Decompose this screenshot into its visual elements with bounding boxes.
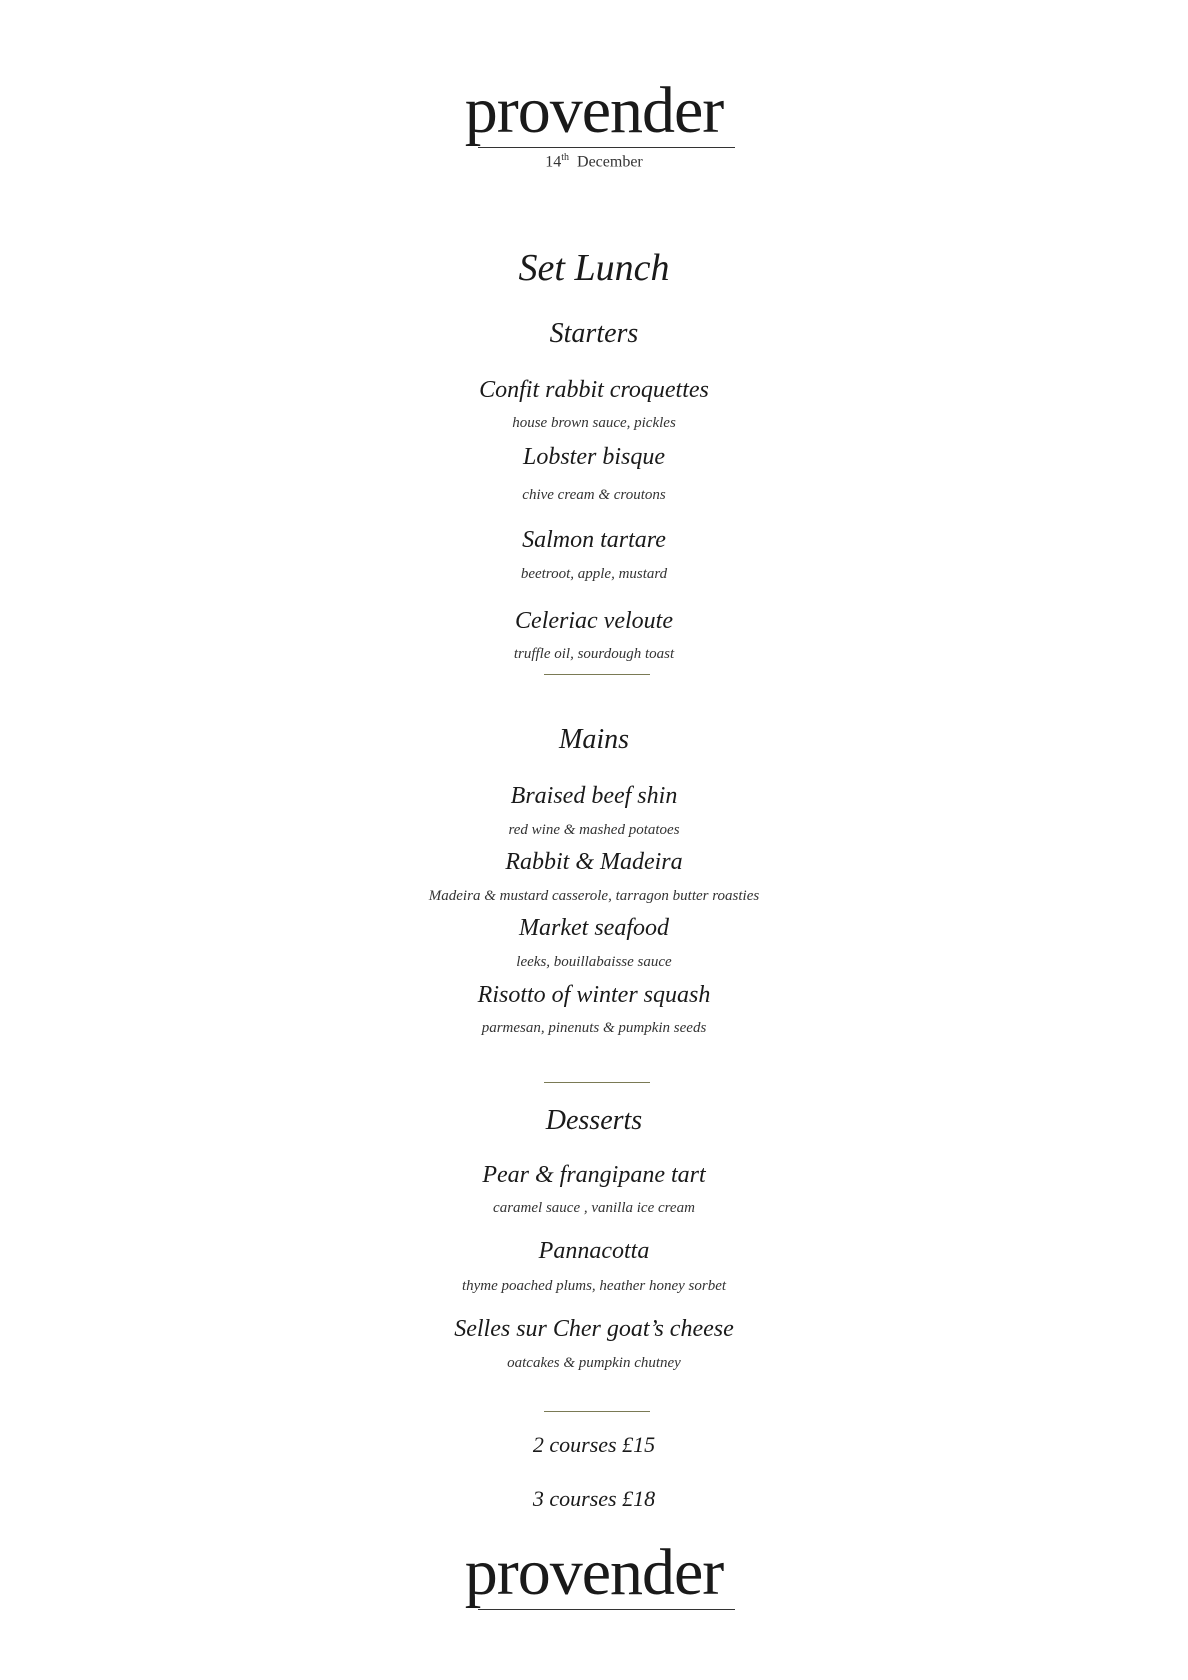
dish-name: Pannacotta: [538, 1238, 650, 1264]
dish-description: Madeira & mustard casserole, tarragon butter roasties: [428, 888, 760, 904]
dish-description: parmesan, pinenuts & pumpkin seeds: [481, 1020, 707, 1036]
date-month: December: [577, 153, 643, 171]
dish-name: Rabbit & Madeira: [505, 849, 683, 875]
section-title-mains: Mains: [559, 724, 629, 755]
dish-name: Confit rabbit croquettes: [479, 377, 709, 403]
section-title-starters: Starters: [549, 318, 639, 349]
dish-description: thyme poached plums, heather honey sorbet: [461, 1278, 727, 1294]
dish-description: oatcakes & pumpkin chutney: [507, 1355, 681, 1371]
dish-description: chive cream & croutons: [522, 487, 666, 503]
price-two-courses: 2 courses £15: [532, 1432, 656, 1457]
price-three-courses: 3 courses £18: [532, 1486, 656, 1511]
date-day: 14: [545, 153, 562, 171]
dish-description: red wine & mashed potatoes: [508, 822, 680, 838]
dish-name: Market seafood: [519, 915, 669, 941]
section-title-desserts: Desserts: [545, 1105, 643, 1136]
dish-name: Braised beef shin: [510, 783, 678, 809]
dish-name: Lobster bisque: [522, 444, 665, 470]
header-logo-rule: [478, 147, 735, 148]
date-suffix: th: [561, 152, 570, 163]
section-divider: [544, 1082, 650, 1083]
footer-logo-rule: [478, 1609, 735, 1610]
menu-date: [0, 152, 1188, 171]
section-divider: [544, 674, 650, 675]
footer-logo: provender: [464, 1536, 724, 1609]
dish-name: Celeriac veloute: [515, 608, 673, 634]
header-logo: provender: [464, 74, 724, 147]
dish-description: beetroot, apple, mustard: [520, 566, 668, 582]
dish-description: house brown sauce, pickles: [512, 415, 676, 431]
dish-name: Selles sur Cher goat’s cheese: [454, 1316, 734, 1342]
dish-description: caramel sauce , vanilla ice cream: [493, 1200, 695, 1216]
dish-description: leeks, bouillabaisse sauce: [516, 954, 672, 970]
section-divider: [544, 1411, 650, 1412]
dish-description: truffle oil, sourdough toast: [513, 646, 675, 662]
menu-title: Set Lunch: [518, 247, 670, 289]
dish-name: Salmon tartare: [522, 527, 666, 553]
dish-name: Pear & frangipane tart: [482, 1162, 706, 1188]
dish-name: Risotto of winter squash: [477, 982, 711, 1008]
